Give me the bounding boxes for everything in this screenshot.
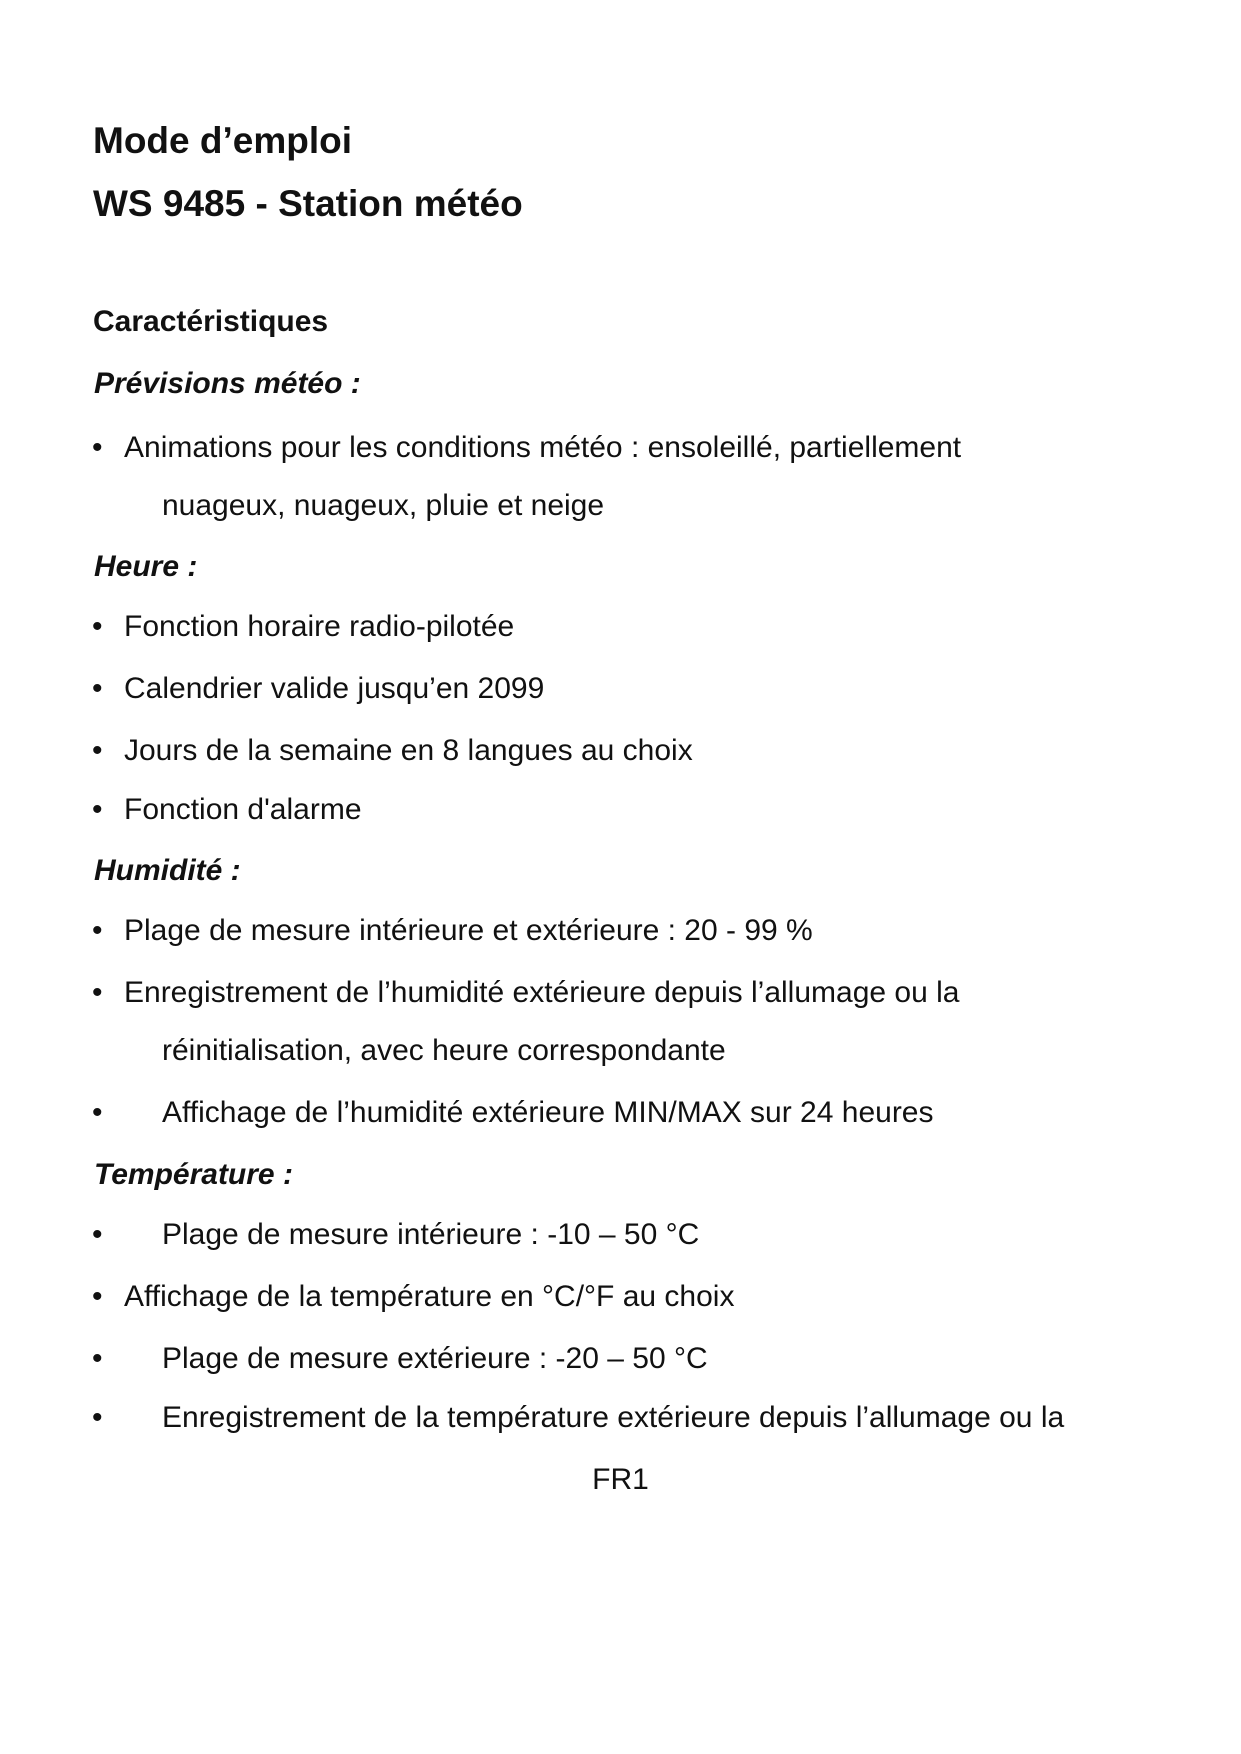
- temperature-item-1: Plage de mesure intérieure : -10 – 50 °C: [162, 1218, 700, 1251]
- title-line-2: WS 9485 - Station météo: [93, 183, 523, 224]
- humidity-item-2: Enregistrement de l’humidité extérieure depuis l’allumage ou la: [124, 976, 960, 1009]
- time-item-2: Calendrier valide jusqu’en 2099: [124, 672, 545, 705]
- bullet-marker: •: [92, 431, 103, 464]
- section-title: Caractéristiques: [93, 305, 329, 338]
- bullet-marker: •: [92, 1280, 103, 1313]
- temperature-item-3: Plage de mesure extérieure : -20 – 50 °C: [162, 1342, 708, 1375]
- temperature-item-4: Enregistrement de la température extérieure depuis l’allumage ou la: [162, 1401, 1065, 1434]
- bullet-marker: •: [92, 672, 103, 705]
- forecast-heading: Prévisions météo :: [94, 367, 361, 400]
- bullet-marker: •: [92, 1218, 103, 1251]
- bullet-marker: •: [92, 914, 103, 947]
- time-item-1: Fonction horaire radio-pilotée: [124, 610, 515, 643]
- bullet-marker: •: [92, 793, 103, 826]
- humidity-item-3: Affichage de l’humidité extérieure MIN/MAX sur 24 heures: [162, 1096, 934, 1129]
- page-number: FR1: [592, 1463, 649, 1496]
- time-heading: Heure :: [94, 550, 198, 583]
- time-item-4: Fonction d'alarme: [124, 793, 362, 826]
- temperature-heading: Température :: [94, 1158, 293, 1191]
- temperature-item-2: Affichage de la température en °C/°F au choix: [124, 1280, 735, 1313]
- bullet-marker: •: [92, 610, 103, 643]
- bullet-marker: •: [92, 1401, 103, 1434]
- humidity-item-1: Plage de mesure intérieure et extérieure : 20 - 99 %: [124, 914, 813, 947]
- bullet-marker: •: [92, 734, 103, 767]
- forecast-item-1: Animations pour les conditions météo : ensoleillé, partiellement: [124, 431, 962, 464]
- humidity-item-2-continued: réinitialisation, avec heure correspondante: [162, 1034, 726, 1067]
- forecast-item-1-continued: nuageux, nuageux, pluie et neige: [162, 489, 605, 522]
- humidity-heading: Humidité :: [94, 854, 241, 887]
- bullet-marker: •: [92, 976, 103, 1009]
- title-line-1: Mode d’emploi: [93, 120, 352, 161]
- bullet-marker: •: [92, 1096, 103, 1129]
- time-item-3: Jours de la semaine en 8 langues au choix: [124, 734, 693, 767]
- bullet-marker: •: [92, 1342, 103, 1375]
